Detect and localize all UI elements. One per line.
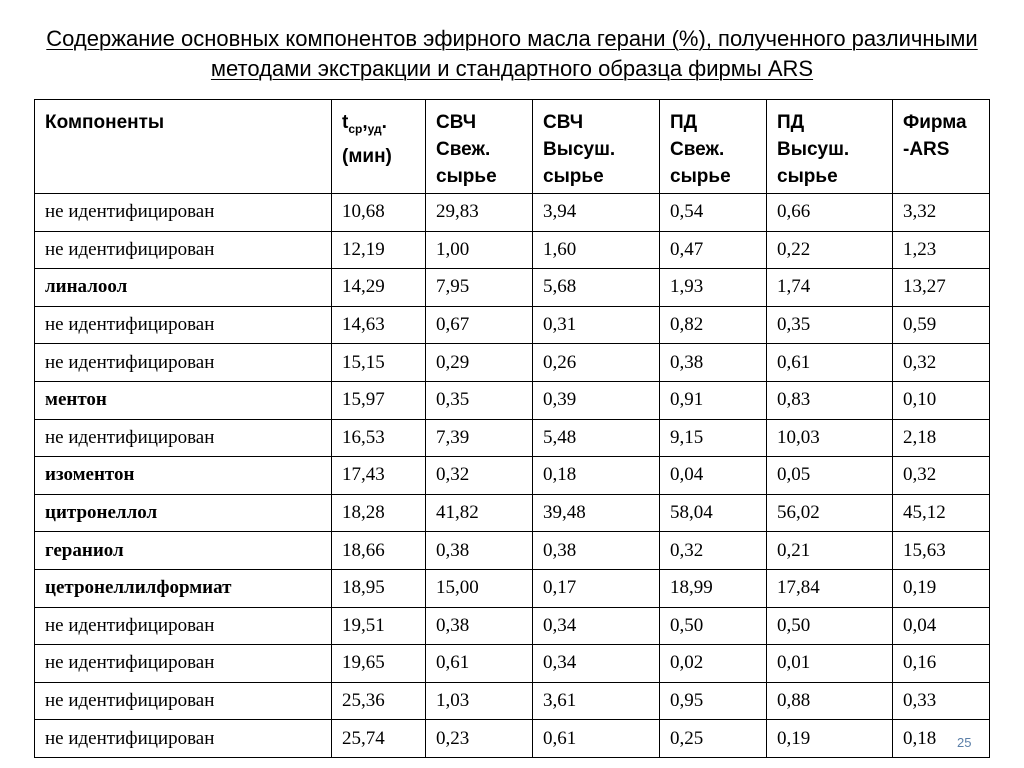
cell-mw-fresh: 0,38 [426,532,533,570]
cell-mw-dry: 3,94 [533,194,660,232]
slide-title [0,24,1024,84]
cell-sd-fresh: 0,47 [660,231,767,269]
header-ars: Фирма -ARS [893,100,990,194]
cell-sd-dry: 56,02 [767,494,893,532]
cell-mw-dry: 0,61 [533,720,660,758]
cell-sd-fresh: 9,15 [660,419,767,457]
cell-retention-time: 12,19 [332,231,426,269]
cell-mw-dry: 0,18 [533,457,660,495]
cell-mw-dry: 0,31 [533,306,660,344]
cell-sd-fresh: 0,02 [660,645,767,683]
cell-mw-fresh: 41,82 [426,494,533,532]
cell-retention-time: 25,74 [332,720,426,758]
table-row [35,419,990,457]
cell-component: цетронеллилформиат [35,569,332,607]
table-header-row [35,100,990,194]
cell-mw-fresh: 7,95 [426,269,533,307]
cell-mw-fresh: 7,39 [426,419,533,457]
table-row [35,457,990,495]
cell-retention-time: 15,97 [332,381,426,419]
cell-ars: 45,12 [893,494,990,532]
table-row [35,306,990,344]
cell-mw-fresh: 0,61 [426,645,533,683]
cell-mw-dry: 0,39 [533,381,660,419]
cell-retention-time: 25,36 [332,682,426,720]
cell-ars: 0,59 [893,306,990,344]
cell-sd-fresh: 0,82 [660,306,767,344]
cell-component: не идентифицирован [35,231,332,269]
cell-sd-dry: 0,21 [767,532,893,570]
cell-sd-dry: 0,05 [767,457,893,495]
table-row [35,607,990,645]
cell-ars: 0,32 [893,457,990,495]
cell-mw-fresh: 0,32 [426,457,533,495]
header-mw-dry: СВЧ Высуш. сырье [533,100,660,194]
cell-sd-fresh: 0,04 [660,457,767,495]
cell-ars: 0,18 [893,720,990,758]
cell-sd-fresh: 0,50 [660,607,767,645]
cell-ars: 13,27 [893,269,990,307]
cell-ars: 0,19 [893,569,990,607]
slide-number: 25 [957,735,972,750]
cell-sd-dry: 1,74 [767,269,893,307]
cell-component: не идентифицирован [35,607,332,645]
cell-component: цитронеллол [35,494,332,532]
cell-sd-dry: 0,83 [767,381,893,419]
cell-ars: 2,18 [893,419,990,457]
cell-sd-fresh: 0,95 [660,682,767,720]
table-row [35,645,990,683]
table-row [35,194,990,232]
cell-sd-dry: 0,35 [767,306,893,344]
cell-sd-fresh: 0,91 [660,381,767,419]
cell-retention-time: 14,63 [332,306,426,344]
cell-mw-dry: 0,34 [533,607,660,645]
cell-component: не идентифицирован [35,306,332,344]
table-row [35,381,990,419]
cell-mw-dry: 1,60 [533,231,660,269]
cell-mw-fresh: 29,83 [426,194,533,232]
cell-sd-fresh: 0,32 [660,532,767,570]
cell-sd-dry: 10,03 [767,419,893,457]
cell-mw-dry: 0,26 [533,344,660,382]
cell-component: линалоол [35,269,332,307]
cell-retention-time: 14,29 [332,269,426,307]
cell-component: не идентифицирован [35,344,332,382]
slide-title-line-1: Содержание основных компонентов эфирного масла герани (%), полученного различными [46,26,978,51]
cell-sd-dry: 0,22 [767,231,893,269]
cell-sd-dry: 0,01 [767,645,893,683]
cell-ars: 15,63 [893,532,990,570]
cell-component: ментон [35,381,332,419]
table-row [35,720,990,758]
cell-sd-dry: 0,61 [767,344,893,382]
cell-retention-time: 19,51 [332,607,426,645]
cell-mw-fresh: 1,03 [426,682,533,720]
table-row [35,231,990,269]
cell-sd-fresh: 0,54 [660,194,767,232]
table-row [35,532,990,570]
cell-retention-time: 10,68 [332,194,426,232]
cell-sd-fresh: 0,25 [660,720,767,758]
cell-retention-time: 17,43 [332,457,426,495]
cell-sd-dry: 0,88 [767,682,893,720]
cell-component: изоментон [35,457,332,495]
cell-mw-dry: 39,48 [533,494,660,532]
cell-ars: 0,32 [893,344,990,382]
table-row [35,269,990,307]
cell-retention-time: 18,28 [332,494,426,532]
cell-mw-fresh: 0,38 [426,607,533,645]
cell-ars: 0,33 [893,682,990,720]
cell-mw-dry: 0,38 [533,532,660,570]
table-body [35,194,990,758]
cell-component: не идентифицирован [35,645,332,683]
cell-retention-time: 19,65 [332,645,426,683]
cell-mw-dry: 0,17 [533,569,660,607]
header-retention-time: $t_{ср},_{уд}$. (мин) [332,100,426,194]
cell-sd-dry: 0,50 [767,607,893,645]
table-row [35,569,990,607]
header-sd-fresh: ПД Свеж. сырье [660,100,767,194]
table-row [35,494,990,532]
table-row [35,344,990,382]
cell-sd-fresh: 1,93 [660,269,767,307]
cell-sd-dry: 0,19 [767,720,893,758]
cell-ars: 0,04 [893,607,990,645]
components-table [34,99,990,758]
cell-mw-dry: 5,68 [533,269,660,307]
header-sd-dry: ПД Высуш. сырье [767,100,893,194]
cell-mw-fresh: 0,67 [426,306,533,344]
cell-ars: 3,32 [893,194,990,232]
cell-ars: 0,10 [893,381,990,419]
cell-retention-time: 18,95 [332,569,426,607]
cell-mw-fresh: 1,00 [426,231,533,269]
cell-sd-dry: 17,84 [767,569,893,607]
cell-mw-fresh: 15,00 [426,569,533,607]
cell-ars: 1,23 [893,231,990,269]
cell-sd-fresh: 18,99 [660,569,767,607]
cell-mw-fresh: 0,29 [426,344,533,382]
cell-sd-fresh: 58,04 [660,494,767,532]
cell-component: не идентифицирован [35,682,332,720]
cell-sd-dry: 0,66 [767,194,893,232]
cell-component: не идентифицирован [35,419,332,457]
cell-retention-time: 16,53 [332,419,426,457]
header-mw-fresh: СВЧ Свеж. сырье [426,100,533,194]
cell-component: гераниол [35,532,332,570]
cell-mw-fresh: 0,35 [426,381,533,419]
header-components: Компоненты [35,100,332,194]
slide-title-line-2: методами экстракции и стандартного образца фирмы ARS [210,56,814,81]
cell-component: не идентифицирован [35,720,332,758]
cell-mw-dry: 5,48 [533,419,660,457]
cell-sd-fresh: 0,38 [660,344,767,382]
cell-mw-fresh: 0,23 [426,720,533,758]
cell-retention-time: 15,15 [332,344,426,382]
cell-mw-dry: 3,61 [533,682,660,720]
cell-component: не идентифицирован [35,194,332,232]
cell-retention-time: 18,66 [332,532,426,570]
table-row [35,682,990,720]
cell-mw-dry: 0,34 [533,645,660,683]
cell-ars: 0,16 [893,645,990,683]
